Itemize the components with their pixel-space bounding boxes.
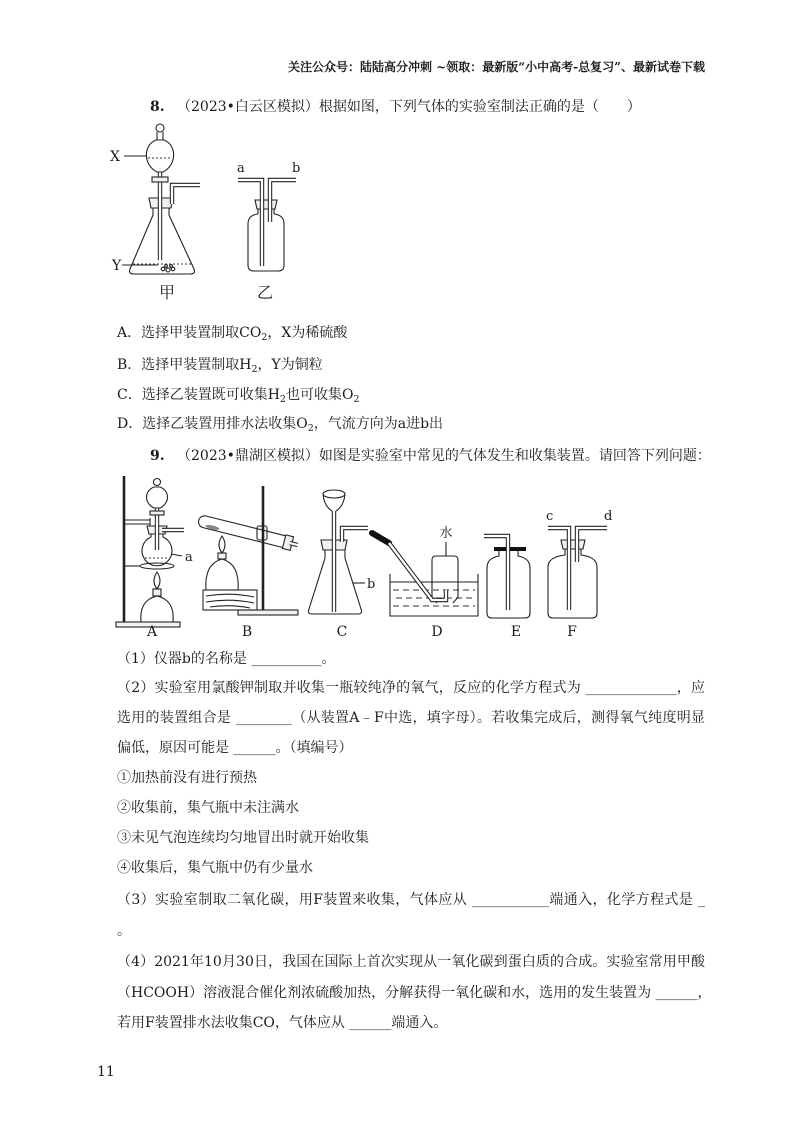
label-y: Y — [112, 258, 122, 274]
yi-tube-a-outline — [238, 180, 262, 266]
caption-d: D — [431, 624, 443, 640]
q8-option-b — [117, 355, 323, 375]
option-a-subscript: 2 — [261, 332, 268, 343]
q8-option-d — [117, 414, 443, 434]
option-b-subscript: 2 — [251, 364, 258, 375]
q9-part3-line1: （3）实验室制取二氧化碳，用F装置来收集，气体应从 ___________端通入，化学方程式是 _ — [117, 892, 705, 908]
q9-part1: （1）仪器b的名称是 __________。 — [117, 651, 336, 667]
q9-choice-3: ③未见气泡连续均匀地冒出时就开始收集 — [117, 830, 369, 846]
b-alcohol-lamp — [206, 559, 238, 590]
option-d-text-end: ，气流方向为a进b出 — [313, 416, 444, 432]
apparatus-e — [484, 536, 530, 640]
jia-granule — [161, 267, 165, 271]
page-number: 11 — [97, 1064, 115, 1080]
jia-granule — [166, 268, 170, 272]
q8-option-c — [117, 385, 360, 405]
apparatus-jia — [110, 124, 200, 302]
separatory-funnel-bulb — [146, 140, 173, 172]
a-separatory-funnel-bulb — [147, 487, 168, 508]
apparatus-a — [116, 476, 193, 640]
caption-b: B — [241, 624, 253, 640]
option-c-subscript: 2 — [279, 394, 286, 405]
apparatus-f — [546, 509, 612, 640]
label-b: b — [367, 577, 376, 592]
option-d-subscript: 2 — [307, 423, 314, 434]
q9-choice-1: ①加热前没有进行预热 — [117, 770, 257, 786]
funnel-stopcock — [152, 177, 168, 182]
q9-choice-2: ②收集前，集气瓶中未注满水 — [117, 800, 299, 816]
jia-side-tube-bore — [172, 185, 200, 204]
yi-tube-a-bore — [238, 180, 262, 266]
apparatus-c — [308, 490, 375, 640]
q8-figure — [100, 118, 320, 308]
option-c-subscript-2: 2 — [353, 394, 360, 405]
caption-a: A — [146, 624, 158, 640]
option-b-text: B．选择甲装置制取H — [117, 357, 252, 373]
q9-figure — [110, 470, 620, 642]
option-c-text-mid: 也可收集O — [285, 387, 354, 403]
label-x: X — [110, 149, 120, 165]
q8-stem: （2023•白云区模拟）根据如图，下列气体的实验室制法正确的是（ ） — [177, 99, 641, 115]
f-gas-bottle — [548, 549, 597, 618]
jia-granule — [165, 265, 168, 268]
a-funnel-stopcock — [150, 511, 164, 515]
yi-rubber-stopper — [255, 200, 277, 209]
option-a-text-end: ，X为稀硫酸 — [267, 325, 348, 341]
q9-part4-line2: （HCOOH）溶液混合催化剂浓硫酸加热，分解获得一氧化碳和水，选用的发生装置为 ______， — [117, 985, 712, 1001]
label-water: 水 — [439, 526, 453, 541]
c-long-neck-funnel-mouth — [323, 490, 345, 498]
caption-yi: 乙 — [256, 283, 274, 302]
option-c-text: C．选择乙装置既可收集H — [117, 387, 280, 403]
caption-c: C — [336, 624, 348, 640]
b-lamp-flame — [219, 536, 225, 553]
header-notice: 关注公众号：陆陆高分冲刺 ~领取：最新版“小中高考-总复习”、最新试卷下载 — [287, 60, 705, 74]
label-tube-a: a — [237, 161, 245, 176]
q9-part2-line3: 偏低，原因可能是 ______。（填编号） — [117, 740, 353, 756]
d-rubber-hose — [372, 533, 389, 543]
option-a-text: A．选择甲装置制取CO — [117, 325, 262, 341]
jia-side-tube-outline — [172, 185, 200, 204]
d-delivery-tube-outline — [389, 543, 446, 600]
label-a-leader — [171, 554, 182, 556]
caption-jia: 甲 — [158, 283, 176, 302]
q9-part4-line1: （4）2021年10月30日，我国在国际上首次实现从一氧化碳到蛋白质的合成。实验室常用甲酸 — [117, 954, 705, 970]
caption-e: E — [510, 624, 522, 640]
a-alcohol-lamp — [141, 596, 173, 622]
funnel-neck — [157, 132, 163, 140]
a-lamp-flame — [154, 572, 160, 589]
b-stand-base — [238, 610, 298, 615]
jia-granule — [170, 265, 173, 268]
q8-number: 8. — [150, 99, 165, 115]
apparatus-d — [372, 525, 478, 640]
q9-part2-line1: （2）实验室用氯酸钾制取并收集一瓶较纯净的氧气，反应的化学方程式为 _____________，应 — [117, 680, 705, 696]
yi-bottle-body — [248, 209, 284, 271]
q8-option-a — [117, 323, 347, 343]
option-b-text-end: ，Y为铜粒 — [257, 357, 323, 373]
d-water-trough — [390, 574, 478, 616]
b-test-tube — [197, 514, 299, 552]
label-c: c — [546, 509, 554, 524]
a-lamp-neck — [153, 589, 161, 596]
apparatus-b — [197, 486, 299, 640]
q9-stem: （2023•鼎湖区模拟）如图是实验室中常见的气体发生和收集装置。请回答下列问题： — [177, 448, 711, 464]
q9-part3-line2: 。 — [117, 923, 131, 939]
q9-number: 9. — [150, 448, 165, 464]
b-wood-grain — [206, 594, 254, 608]
label-a: a — [185, 550, 193, 565]
caption-f: F — [567, 624, 577, 640]
f-rubber-stopper — [561, 540, 585, 549]
q9-part4-line3: 若用F装置排水法收集CO，气体应从 ______端通入。 — [117, 1015, 448, 1031]
b-test-tube-glass — [197, 515, 285, 548]
label-tube-b: b — [292, 161, 301, 176]
option-d-text: D．选择乙装置用排水法收集O — [117, 416, 308, 432]
funnel-stopper-knob — [156, 124, 164, 132]
q9-part2-line2: 选用的装置组合是 ________（从装置A﹣F中选，填字母）。若收集完成后，测得氧气纯度明显 — [117, 710, 705, 726]
a-funnel-knob — [154, 479, 161, 486]
label-d: d — [604, 509, 613, 524]
a-upper-clamp — [124, 518, 150, 526]
q9-choice-4: ④收集后，集气瓶中仍有少量水 — [117, 860, 313, 876]
apparatus-yi — [237, 161, 300, 302]
